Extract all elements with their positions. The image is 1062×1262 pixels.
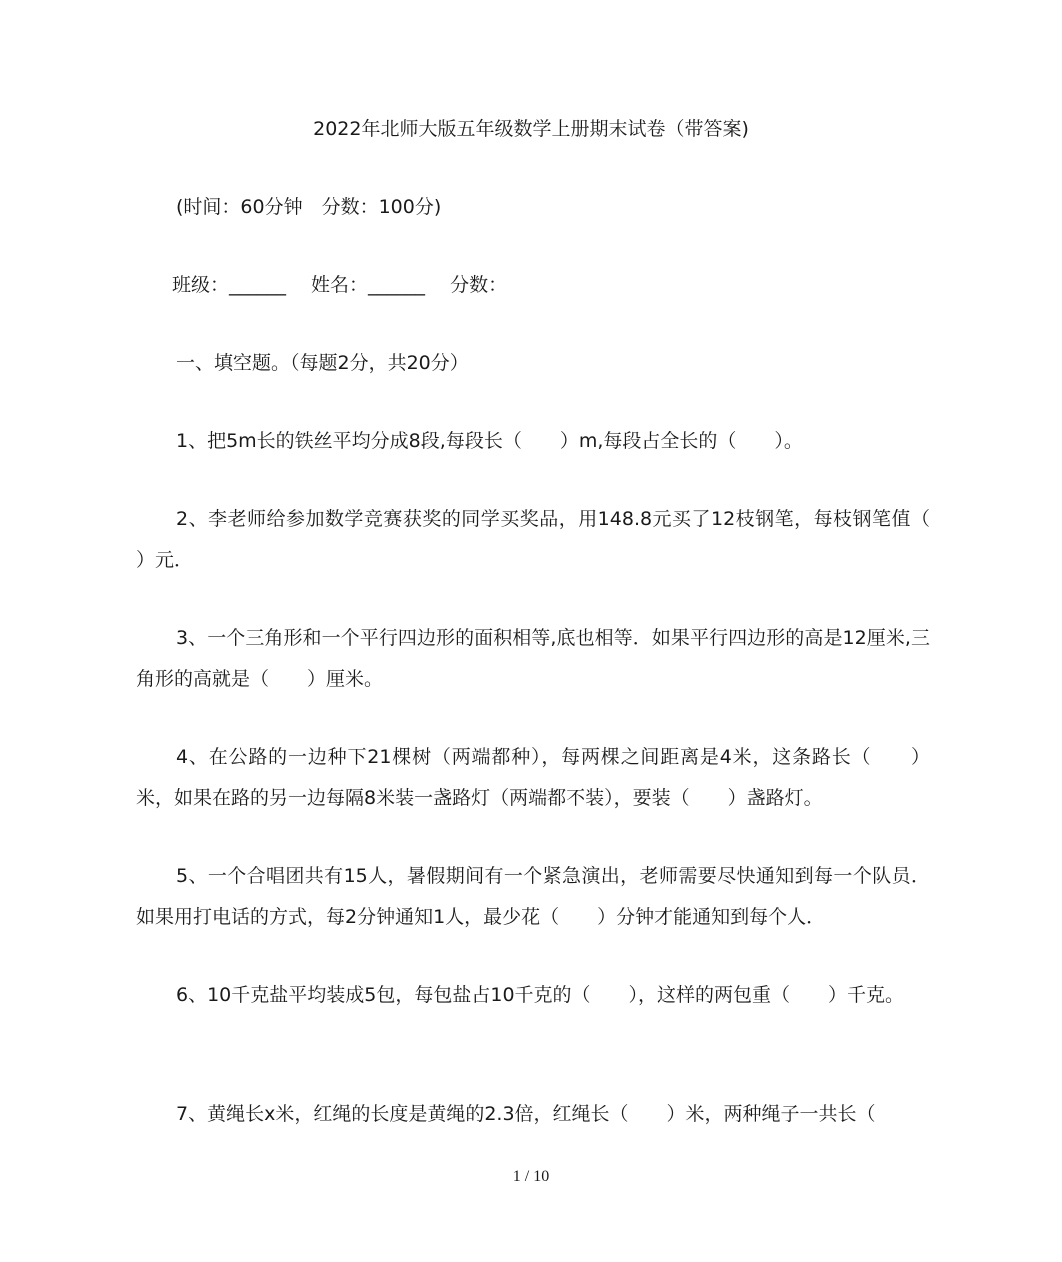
student-info-line: 班级：______ 姓名：______ 分数：: [172, 274, 508, 296]
question-4: 4、在公路的一边种下21棵树（两端都种），每两棵之间距离是4米，这条路长（ ）米，如果在路的另一边每隔8米装一盏路灯（两端都不装），要装（ ）盏路灯。: [136, 746, 930, 809]
exam-time-info: (时间：60分钟 分数：100分): [176, 196, 442, 218]
question-6: 6、10千克盐平均装成5包，每包盐占10千克的（ ），这样的两包重（ ）千克。: [176, 984, 905, 1006]
question-2: 2、李老师给参加数学竞赛获奖的同学买奖品，用148.8元买了12枝钢笔，每枝钢笔值（ ）元．: [136, 508, 969, 571]
question-5: 5、一个合唱团共有15人，暑假期间有一个紧急演出，老师需要尽快通知到每一个队员．如果用打电话的方式，每2分钟通知1人，最少花（ ）分钟才能通知到每个人．: [136, 865, 930, 928]
section-heading: 一、填空题。（每题2分，共20分）: [176, 352, 469, 374]
question-3: 3、一个三角形和一个平行四边形的面积相等,底也相等．如果平行四边形的高是12厘米,三角形的高就是（ ）厘米。: [136, 627, 930, 690]
question-1: 1、把5m长的铁丝平均分成8段,每段长（ ）m,每段占全长的（ ）。: [176, 430, 803, 452]
document-title: 2022年北师大版五年级数学上册期末试卷（带答案): [313, 118, 749, 140]
page-number: 1 / 10: [512, 1168, 550, 1185]
question-7: 7、黄绳长x米，红绳的长度是黄绳的2.3倍，红绳长（ ）米，两种绳子一共长（: [176, 1103, 876, 1125]
